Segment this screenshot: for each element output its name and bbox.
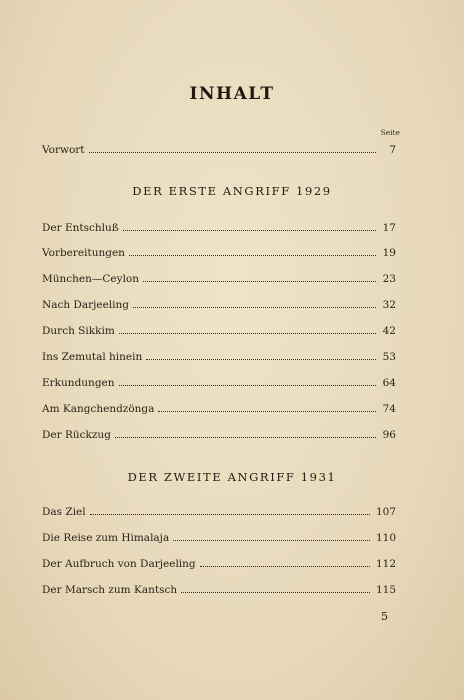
toc-entry-page: 53 [382,351,396,363]
toc-entry-label: Die Reise zum Himalaja [42,532,170,544]
leader-dots [200,565,370,567]
toc-entry-preface [42,140,396,156]
leader-dots [146,358,376,360]
toc-entry [42,528,396,544]
leader-dots [90,513,370,515]
toc-entry-label: Das Ziel [42,506,86,518]
section-heading-2: DER ZWEITE ANGRIFF 1931 [127,470,337,484]
leader-dots [115,436,376,438]
toc-entry-page: 23 [382,273,396,285]
toc-entry [42,347,396,363]
leader-dots [173,539,370,541]
leader-dots [181,591,370,593]
toc-entry-label: München—Ceylon [42,273,140,285]
toc-entry-page: 96 [382,429,396,441]
toc-entry [42,399,396,415]
toc-entry [42,295,396,311]
leader-dots [119,384,376,386]
toc-entry [42,269,396,285]
leader-dots [89,151,376,153]
toc-entry-page: 112 [375,558,396,570]
toc-entry-label: Durch Sikkim [42,325,115,337]
toc-entry [42,554,396,570]
toc-entry-page: 32 [382,299,396,311]
toc-entry-page: 74 [382,403,396,415]
leader-dots [133,306,376,308]
toc-entry-page: 19 [382,247,396,259]
toc-entry [42,243,396,259]
toc-entry-page: 64 [382,377,396,389]
toc-entry-label: Nach Darjeeling [42,299,130,311]
toc-entry-label: Der Entschluß [42,222,119,234]
toc-entry [42,580,396,596]
toc-entry-page: 17 [382,222,396,234]
toc-entry-label: Der Aufbruch von Darjeeling [42,558,196,570]
leader-dots [158,410,376,412]
toc-entry-label: Am Kangchendzönga [42,403,155,415]
leader-dots [123,229,376,231]
toc-entry-label: Erkundungen [42,377,115,389]
toc-entry-label: Vorwort [42,144,85,156]
leader-dots [119,332,376,334]
toc-entry-page: 107 [375,506,396,518]
section-heading-1: DER ERSTE ANGRIFF 1929 [132,184,332,198]
toc-entry [42,321,396,337]
page-number: 5 [381,610,388,623]
toc-entry-page: 42 [382,325,396,337]
leader-dots [143,280,376,282]
toc-entry-label: Der Marsch zum Kantsch [42,584,178,596]
toc-entry [42,218,396,234]
toc-entry [42,373,396,389]
leader-dots [129,254,376,256]
toc-entry [42,425,396,441]
toc-entry-page: 115 [375,584,396,596]
page-title: INHALT [189,84,275,104]
toc-entry-page: 7 [389,144,396,156]
toc-entry [42,502,396,518]
toc-entry-label: Ins Zemutal hinein [42,351,143,363]
toc-entry-page: 110 [375,532,396,544]
toc-entry-label: Der Rückzug [42,429,111,441]
toc-entry-label: Vorbereitungen [42,247,125,259]
page-column-label: Seite [380,128,400,137]
